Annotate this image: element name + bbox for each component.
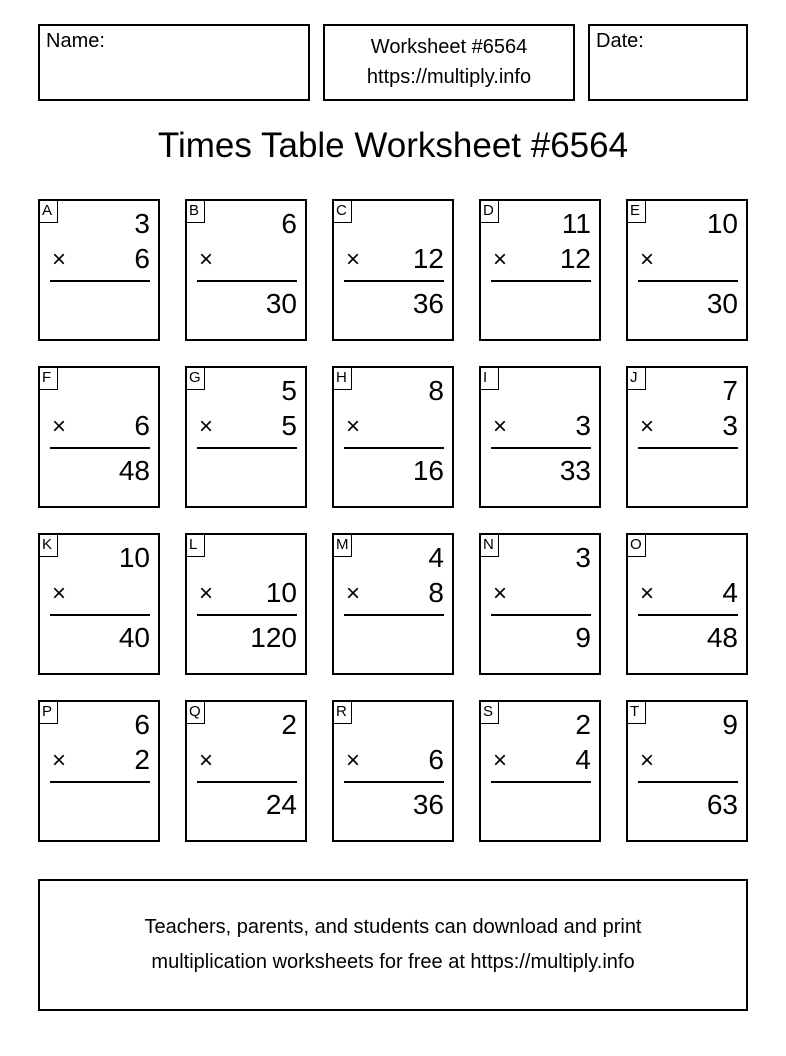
answer-line [638, 280, 738, 282]
answer-number: 40 [118, 622, 150, 653]
times-symbol: × [346, 580, 361, 607]
bottom-number: 4 [722, 577, 738, 608]
problem-box [332, 533, 454, 675]
answer-line [344, 280, 444, 282]
worksheet-url: https://multiply.info [366, 66, 532, 88]
top-number: 5 [281, 375, 297, 406]
answer-line [638, 781, 738, 783]
problem-letter: E [628, 201, 646, 223]
problem-letter: B [187, 201, 205, 223]
bottom-number: 3 [722, 410, 738, 441]
answer-line [344, 614, 444, 616]
top-number: 3 [575, 542, 591, 573]
answer-line [50, 447, 150, 449]
problem-letter: A [40, 201, 58, 223]
bottom-number: 10 [265, 577, 297, 608]
problem-box [185, 366, 307, 508]
answer-number: 48 [118, 455, 150, 486]
answer-number: 9 [575, 622, 591, 653]
times-symbol: × [640, 747, 655, 774]
answer-number: 63 [706, 789, 738, 820]
problem-box [185, 533, 307, 675]
answer-number: 24 [265, 789, 297, 820]
top-number: 11 [561, 208, 591, 239]
times-symbol: × [52, 747, 67, 774]
problem-box [38, 533, 160, 675]
answer-line [197, 280, 297, 282]
problem-box [626, 199, 748, 341]
top-number: 2 [281, 709, 297, 740]
bottom-number: 5 [281, 410, 297, 441]
date-label: Date: [596, 30, 644, 52]
answer-number: 48 [706, 622, 738, 653]
times-symbol: × [199, 413, 214, 440]
worksheet-number: Worksheet #6564 [370, 36, 528, 58]
answer-line [50, 280, 150, 282]
problem-box [626, 366, 748, 508]
times-symbol: × [346, 246, 361, 273]
answer-line [50, 781, 150, 783]
times-symbol: × [346, 413, 361, 440]
problem-letter: S [481, 702, 499, 724]
footer-line-2: multiplication worksheets for free at https://multiply.info [151, 951, 635, 973]
bottom-number: 6 [134, 243, 150, 274]
top-number: 6 [134, 709, 150, 740]
answer-number: 36 [412, 288, 444, 319]
problem-letter: C [334, 201, 352, 223]
times-symbol: × [493, 413, 508, 440]
answer-line [638, 614, 738, 616]
problem-letter: L [187, 535, 205, 557]
times-symbol: × [493, 580, 508, 607]
bottom-number: 6 [428, 744, 444, 775]
answer-line [197, 447, 297, 449]
page-title: Times Table Worksheet #6564 [157, 126, 629, 165]
times-symbol: × [640, 580, 655, 607]
answer-number: 33 [559, 455, 591, 486]
times-symbol: × [52, 580, 67, 607]
problem-letter: I [481, 368, 499, 390]
footer-line-1: Teachers, parents, and students can download and print [144, 916, 642, 938]
problem-box [626, 700, 748, 842]
times-symbol: × [493, 246, 508, 273]
times-symbol: × [199, 246, 214, 273]
problem-letter: O [628, 535, 646, 557]
bottom-number: 4 [575, 744, 591, 775]
problem-box [479, 700, 601, 842]
problem-box [479, 533, 601, 675]
problem-letter: F [40, 368, 58, 390]
problem-box [38, 700, 160, 842]
name-field[interactable] [38, 24, 310, 101]
problem-box [479, 199, 601, 341]
problem-box [332, 700, 454, 842]
problem-box [38, 199, 160, 341]
problem-box [626, 533, 748, 675]
times-symbol: × [640, 413, 655, 440]
answer-line [491, 280, 591, 282]
top-number: 4 [428, 542, 444, 573]
problem-letter: P [40, 702, 58, 724]
problem-box [185, 700, 307, 842]
bottom-number: 12 [412, 243, 444, 274]
problem-letter: R [334, 702, 352, 724]
answer-line [50, 614, 150, 616]
times-symbol: × [199, 580, 214, 607]
problem-letter: K [40, 535, 58, 557]
top-number: 9 [722, 709, 738, 740]
times-symbol: × [346, 747, 361, 774]
answer-line [638, 447, 738, 449]
answer-line [491, 447, 591, 449]
bottom-number: 6 [134, 410, 150, 441]
name-label: Name: [46, 30, 105, 52]
top-number: 8 [428, 375, 444, 406]
top-number: 6 [281, 208, 297, 239]
times-symbol: × [493, 747, 508, 774]
times-symbol: × [52, 413, 67, 440]
answer-number: 30 [265, 288, 297, 319]
answer-line [344, 447, 444, 449]
bottom-number: 12 [559, 243, 591, 274]
problem-letter: T [628, 702, 646, 724]
problem-letter: J [628, 368, 646, 390]
bottom-number: 8 [428, 577, 444, 608]
problem-letter: Q [187, 702, 205, 724]
times-symbol: × [640, 246, 655, 273]
footer-box [38, 879, 748, 1011]
problem-box [332, 199, 454, 341]
top-number: 7 [722, 375, 738, 406]
answer-line [491, 781, 591, 783]
top-number: 10 [706, 208, 738, 239]
answer-line [344, 781, 444, 783]
date-field[interactable] [588, 24, 748, 101]
top-number: 3 [134, 208, 150, 239]
problem-letter: M [334, 535, 352, 557]
problem-box [38, 366, 160, 508]
answer-line [197, 614, 297, 616]
answer-number: 120 [250, 622, 297, 653]
bottom-number: 2 [134, 744, 150, 775]
problem-letter: H [334, 368, 352, 390]
answer-line [491, 614, 591, 616]
answer-line [197, 781, 297, 783]
problem-box [479, 366, 601, 508]
top-number: 10 [118, 542, 150, 573]
problem-letter: D [481, 201, 499, 223]
bottom-number: 3 [575, 410, 591, 441]
worksheet-info-box [323, 24, 575, 101]
problem-box [332, 366, 454, 508]
answer-number: 16 [412, 455, 444, 486]
top-number: 2 [575, 709, 591, 740]
problem-letter: G [187, 368, 205, 390]
times-symbol: × [52, 246, 67, 273]
answer-number: 36 [412, 789, 444, 820]
answer-number: 30 [706, 288, 738, 319]
problem-box [185, 199, 307, 341]
problem-letter: N [481, 535, 499, 557]
times-symbol: × [199, 747, 214, 774]
